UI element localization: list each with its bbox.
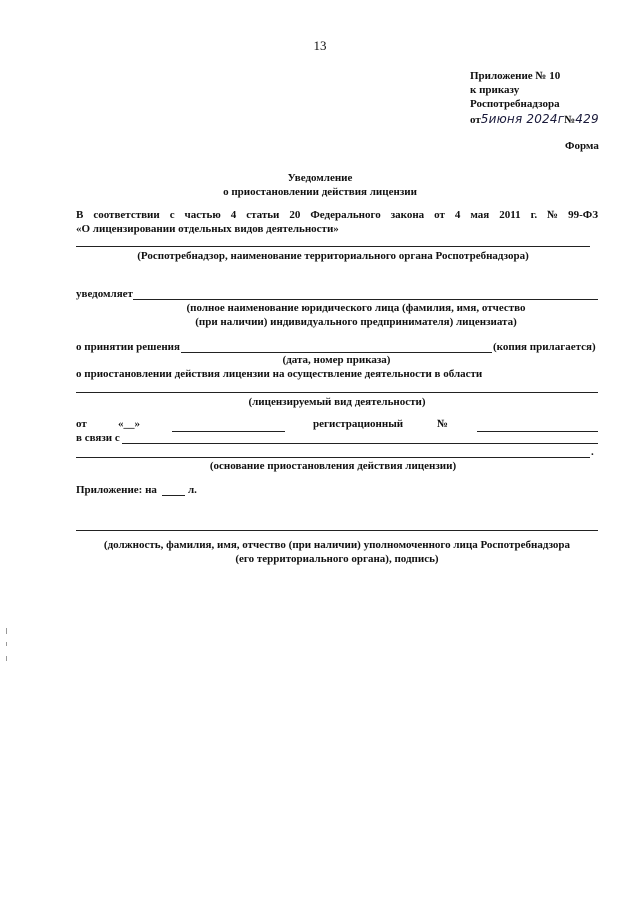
decision-fill-line[interactable] [181,352,492,353]
intro-word: соответствии [93,209,160,221]
due-to-label: в связи с [76,432,120,444]
intro-word: 20 [289,209,301,221]
decision-label: о принятии решения [76,341,180,353]
from-label: от [76,418,87,430]
intro-word: закона [390,209,425,221]
caption-order: (дата, номер приказа) [282,354,391,366]
intro-word: частью [184,209,221,221]
intro-word: 2011 [499,209,521,221]
authority-fill-line[interactable] [76,246,590,247]
signature-fill-line[interactable] [76,530,598,531]
scan-edge-mark [6,642,7,646]
appendix-date-line [470,110,599,128]
copy-attached-label: (копия прилагается) [493,341,596,353]
intro-line-2: «О лицензировании отдельных видов деятельности» [76,223,339,235]
document-title-line-1: Уведомление [287,172,353,184]
licensee-fill-line[interactable] [133,299,598,300]
date-quote: «__» [118,418,140,430]
attachment-label: Приложение: на [76,484,157,496]
intro-word: 4 [230,209,237,221]
caption-signature-1: (должность, фамилия, имя, отчество (при наличии) уполномоченного лица Роспотребнадзора [103,539,571,551]
intro-word: от [434,209,445,221]
appendix-line-3: Роспотребнадзора [470,98,560,110]
due-to-fill-line-2[interactable] [76,457,590,458]
document-title-line-2: о приостановлении действия лицензии [223,186,417,198]
caption-activity: (лицензируемый вид деятельности) [248,396,426,408]
page-number: 13 [313,38,327,53]
intro-word: статьи [246,209,280,221]
registration-label: регистрационный [313,418,404,430]
notifies-label: уведомляет [76,288,133,300]
handwritten-number: 429 [575,112,599,126]
intro-word: Федерального [310,209,381,221]
intro-word: с [169,209,175,221]
intro-word: г. [530,209,538,221]
suspension-text: о приостановлении действия лицензии на осуществление деятельности в области [76,368,483,380]
intro-word: 4 [454,209,461,221]
attachment-suffix: л. [188,484,197,496]
caption-basis: (основание приостановления действия лицензии) [209,460,457,472]
registration-number-sign: № [437,418,449,430]
form-label: Форма [565,140,599,152]
registration-number-fill-line[interactable] [477,431,598,432]
period-mark: . [591,446,594,458]
caption-authority: (Роспотребнадзор, наименование территориального органа Роспотребнадзора) [137,250,529,262]
scan-edge-mark [6,656,7,661]
intro-word: 99-ФЗ [568,209,598,221]
intro-word: мая [470,209,490,221]
date-fill-line[interactable] [172,431,285,432]
caption-signature-2: (его территориального органа), подпись) [235,553,439,565]
appendix-number-sign: № [564,114,576,126]
intro-word: № [547,209,559,221]
handwritten-date: 5июня 2024г [480,112,565,126]
due-to-fill-line[interactable] [122,443,598,444]
caption-licensee-2: (при наличии) индивидуального предпринимателя) лицензиата) [195,316,517,328]
intro-word: В [76,209,84,221]
attachment-pages-fill-line[interactable] [162,495,185,496]
appendix-line-1: Приложение № 10 [470,70,561,82]
caption-licensee-1: (полное наименование юридического лица (фамилия, имя, отчество [186,302,526,314]
scan-edge-mark [6,628,7,634]
appendix-date-prefix: от [470,114,481,126]
appendix-line-2: к приказу [470,84,520,96]
activity-fill-line[interactable] [76,392,598,393]
intro-line-1 [76,209,598,221]
